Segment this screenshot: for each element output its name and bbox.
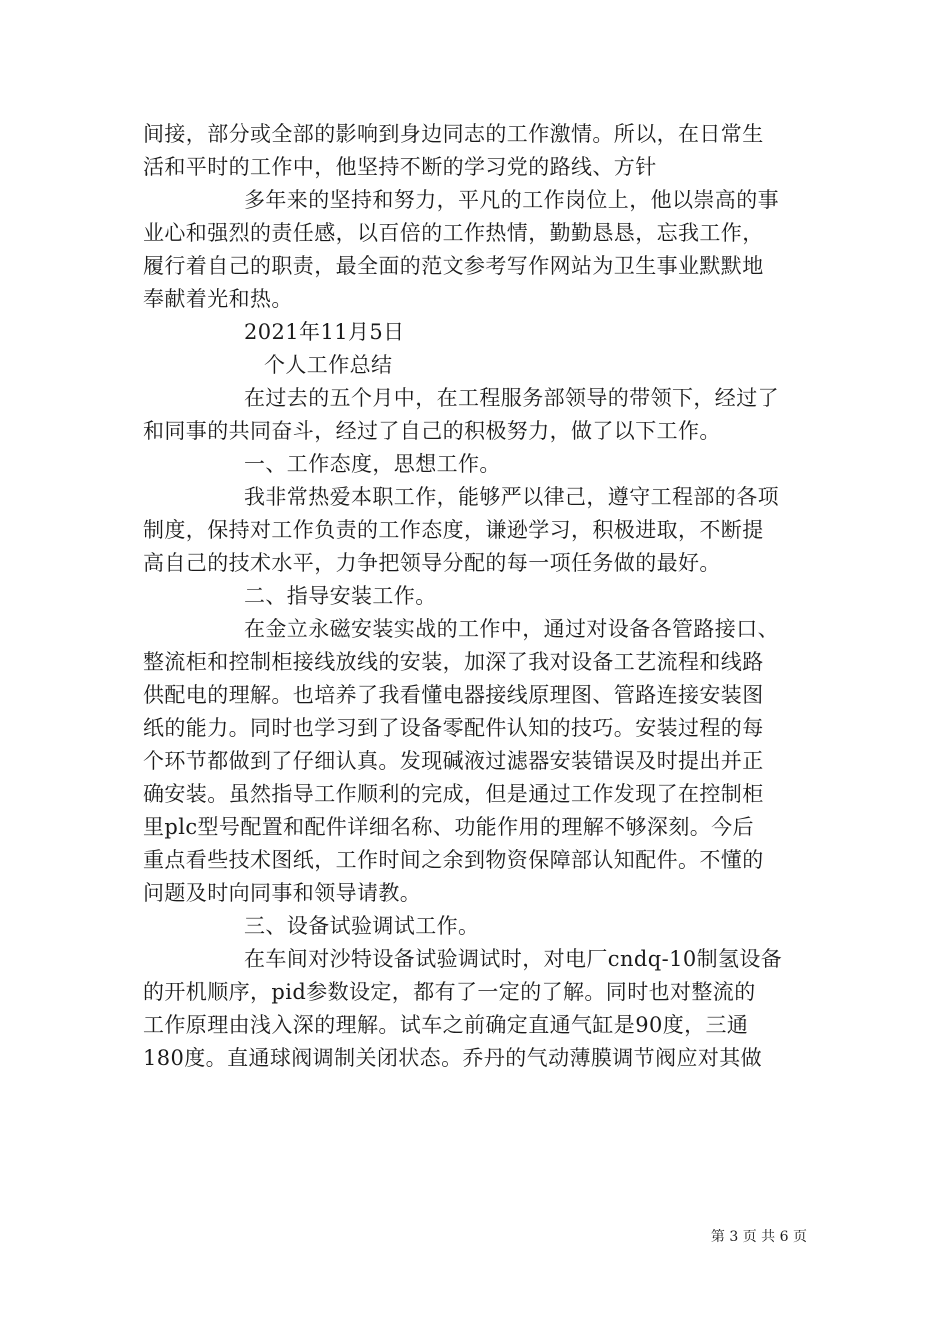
- text-line: 多年来的坚持和努力，平凡的工作岗位上，他以崇高的事: [244, 188, 779, 212]
- text-line: 履行着自己的职责，最全面的范文参考写作网站为卫生事业默默地: [143, 254, 764, 278]
- text-line: 二、指导安装工作。: [244, 584, 437, 608]
- page-number-footer: 第 3 页 共 6 页: [710, 1229, 807, 1245]
- text-line: 间接，部分或全部的影响到身边同志的工作激情。所以，在日常生: [143, 122, 764, 146]
- text-line: 和同事的共同奋斗，经过了自己的积极努力，做了以下工作。: [143, 419, 721, 443]
- text-line: 纸的能力。同时也学习到了设备零配件认知的技巧。安装过程的每: [143, 716, 764, 740]
- text-line: 业心和强烈的责任感，以百倍的工作热情，勤勤恳恳，忘我工作，: [143, 221, 764, 245]
- date-line: 2021年11月5日: [244, 320, 405, 344]
- text-line: 在过去的五个月中，在工程服务部领导的带领下，经过了: [244, 386, 779, 410]
- text-line: 整流柜和控制柜接线放线的安装，加深了我对设备工艺流程和线路: [143, 650, 764, 674]
- text-line: 里plc型号配置和配件详细名称、功能作用的理解不够深刻。今后: [143, 815, 754, 839]
- document-body: [143, 118, 809, 1075]
- text-line: 活和平时的工作中，他坚持不断的学习党的路线、方针: [143, 155, 657, 179]
- text-line: 在车间对沙特设备试验调试时，对电厂cndq-10制氢设备: [244, 947, 783, 971]
- text-line: 一、工作态度，思想工作。: [244, 452, 501, 476]
- section-title: 个人工作总结: [264, 353, 393, 377]
- text-line: 三、设备试验调试工作。: [244, 914, 480, 938]
- text-line: 重点看些技术图纸，工作时间之余到物资保障部认知配件。不懂的: [143, 848, 764, 872]
- text-line: 在金立永磁安装实战的工作中，通过对设备各管路接口、: [244, 617, 779, 641]
- text-line: 制度，保持对工作负责的工作态度，谦逊学习，积极进取，不断提: [143, 518, 764, 542]
- text-line: 高自己的技术水平，力争把领导分配的每一项任务做的最好。: [143, 551, 721, 575]
- text-line: 180度。直通球阀调制关闭状态。乔丹的气动薄膜调节阀应对其做: [143, 1046, 763, 1070]
- text-line: 我非常热爱本职工作，能够严以律己，遵守工程部的各项: [244, 485, 779, 509]
- text-line: 确安装。虽然指导工作顺利的完成，但是通过工作发现了在控制柜: [143, 782, 764, 806]
- text-line: 问题及时向同事和领导请教。: [143, 881, 422, 905]
- text-line: 工作原理由浅入深的理解。试车之前确定直通气缸是90度，三通: [143, 1013, 749, 1037]
- text-line: 供配电的理解。也培养了我看懂电器接线原理图、管路连接安装图: [143, 683, 764, 707]
- text-line: 的开机顺序，pid参数设定，都有了一定的了解。同时也对整流的: [143, 980, 756, 1004]
- text-line: 个环节都做到了仔细认真。发现碱液过滤器安装错误及时提出并正: [143, 749, 764, 773]
- text-line: 奉献着光和热。: [143, 287, 293, 311]
